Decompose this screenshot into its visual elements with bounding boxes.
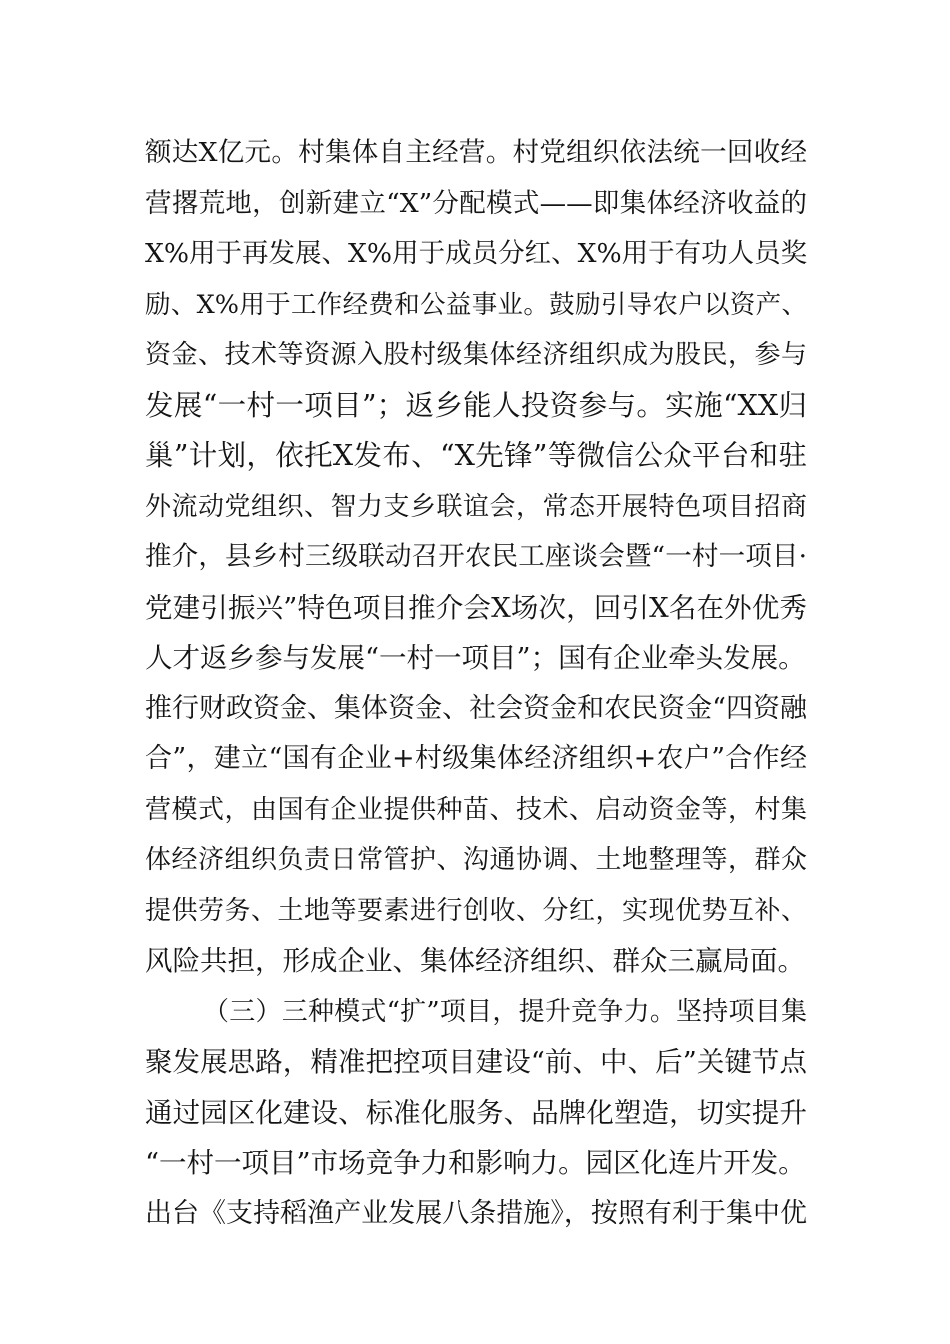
text-line: 发展“一村一项目”；返乡能人投资参与。实施“XX归	[145, 388, 807, 422]
text-line: 党建引振兴”特色项目推介会X场次，回引X名在外优秀	[145, 591, 807, 624]
body-text	[145, 128, 807, 1239]
text-line: 推介，县乡村三级联动召开农民工座谈会暨“一村一项目·	[145, 541, 807, 572]
text-line: 人才返乡参与发展“一村一项目”；国有企业牵头发展。	[145, 642, 806, 674]
text-line: 出台《支持稻渔产业发展八条措施》，按照有利于集中优	[145, 1197, 807, 1229]
text-line: 推行财政资金、集体资金、社会资金和农民资金“四资融	[145, 692, 807, 724]
text-line: X%用于再发展、X%用于成员分红、X%用于有功人员奖	[145, 238, 807, 269]
text-line: 提供劳务、土地等要素进行创收、分红，实现优势互补、	[145, 895, 807, 926]
section-heading-line: （三）三种模式“扩”项目，提升竞争力。坚持项目集	[203, 996, 807, 1027]
text-line: 聚发展思路，精准把控项目建设“前、中、后”关键节点	[145, 1046, 807, 1078]
text-line: 励、X%用于工作经费和公益事业。鼓励引导农户以资产、	[145, 289, 807, 320]
text-line: “一村一项目”市场竞争力和影响力。园区化连片开发。	[145, 1147, 806, 1179]
text-line: 营模式，由国有企业提供种苗、技术、启动资金等，村集	[145, 794, 807, 825]
text-line: 营撂荒地，创新建立“X”分配模式——即集体经济收益的	[145, 187, 807, 219]
text-line: 体经济组织负责日常管护、沟通协调、土地整理等，群众	[145, 845, 807, 875]
text-line: 风险共担，形成企业、集体经济组织、群众三赢局面。	[145, 945, 805, 977]
text-line: 资金、技术等资源入股村级集体经济组织成为股民，参与	[145, 340, 807, 370]
text-line: 巢”计划，依托X发布、“X先锋”等微信公众平台和驻	[145, 439, 807, 472]
text-line: 合”，建立“国有企业+村级集体经济组织+农户”合作经	[145, 743, 807, 774]
text-line: 外流动党组织、智力支乡联谊会，常态开展特色项目招商	[145, 491, 807, 522]
text-line: 通过园区化建设、标准化服务、品牌化塑造，切实提升	[145, 1096, 807, 1129]
text-line: 额达X亿元。村集体自主经营。村党组织依法统一回收经	[145, 137, 807, 168]
